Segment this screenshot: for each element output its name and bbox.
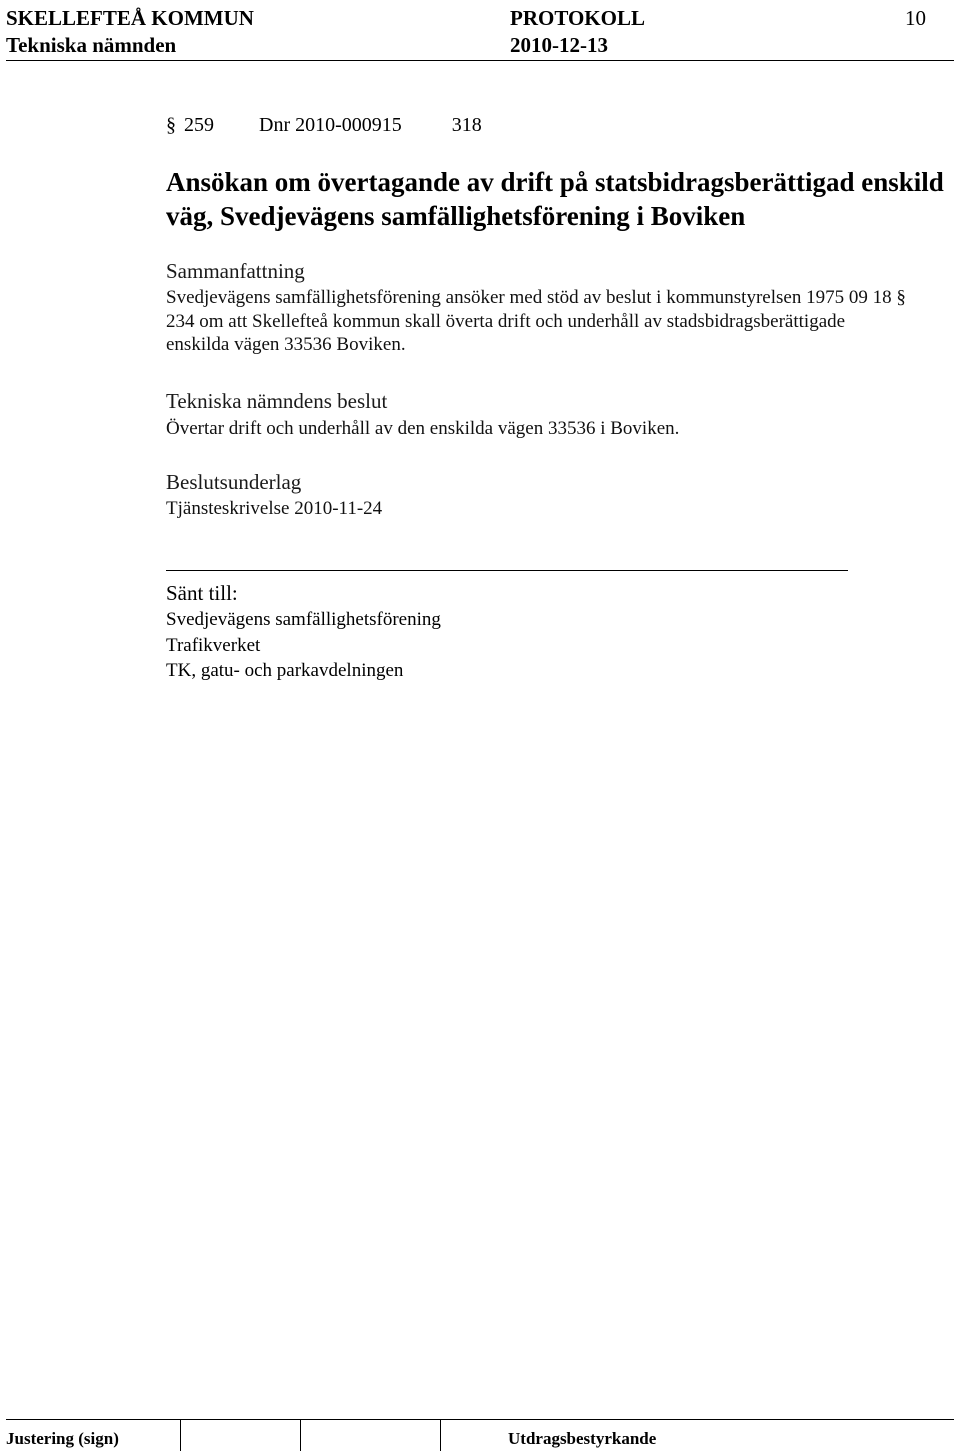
footer-divider	[6, 1419, 954, 1420]
page-title: Ansökan om övertagande av drift på statsbidragsberättigad enskild väg, Svedjevägens samfällighetsförening i Boviken	[166, 167, 944, 231]
sent-to-heading: Sänt till:	[166, 581, 238, 605]
document-type: PROTOKOLL	[510, 6, 645, 30]
decision-heading: Tekniska nämndens beslut	[166, 389, 388, 413]
list-item: Trafikverket	[166, 634, 261, 656]
signature-box-divider	[300, 1419, 301, 1451]
section-reference	[166, 112, 482, 138]
recipient-list	[166, 607, 441, 684]
list-item: Svedjevägens samfällighetsförening	[166, 609, 441, 630]
section-symbol: §	[166, 114, 176, 136]
signature-box-divider	[440, 1419, 441, 1451]
certification-label: Utdragsbestyrkande	[508, 1429, 657, 1448]
summary-heading: Sammanfattning	[166, 259, 305, 283]
committee-name: Tekniska nämnden	[6, 33, 177, 57]
summary-text: Svedjevägens samfällighetsförening ansöker med stöd av beslut i kommunstyrelsen 1975 09 18 § 234 om att Skellefteå kommun skall överta drift och underhåll av stadsbidragsberättigade enskilda vägen 33536 Boviken.	[166, 287, 906, 355]
municipality-name: SKELLEFTEÅ KOMMUN	[6, 6, 254, 30]
header-divider	[6, 60, 954, 61]
adjustment-signature-label: Justering (sign)	[6, 1429, 119, 1448]
diary-number: Dnr 2010-000915	[259, 114, 402, 136]
decision-text: Övertar drift och underhåll av den enskilda vägen 33536 i Boviken.	[166, 418, 680, 439]
basis-text: Tjänsteskrivelse 2010-11-24	[166, 498, 383, 519]
signature-box-divider	[180, 1419, 181, 1451]
list-item: TK, gatu- och parkavdelningen	[166, 660, 404, 681]
archive-code: 318	[451, 114, 482, 136]
meeting-date: 2010-12-13	[510, 33, 608, 57]
page-number: 10	[905, 6, 926, 30]
section-number: 259	[184, 114, 214, 136]
separator-line	[166, 570, 848, 571]
basis-heading: Beslutsunderlag	[166, 470, 302, 494]
